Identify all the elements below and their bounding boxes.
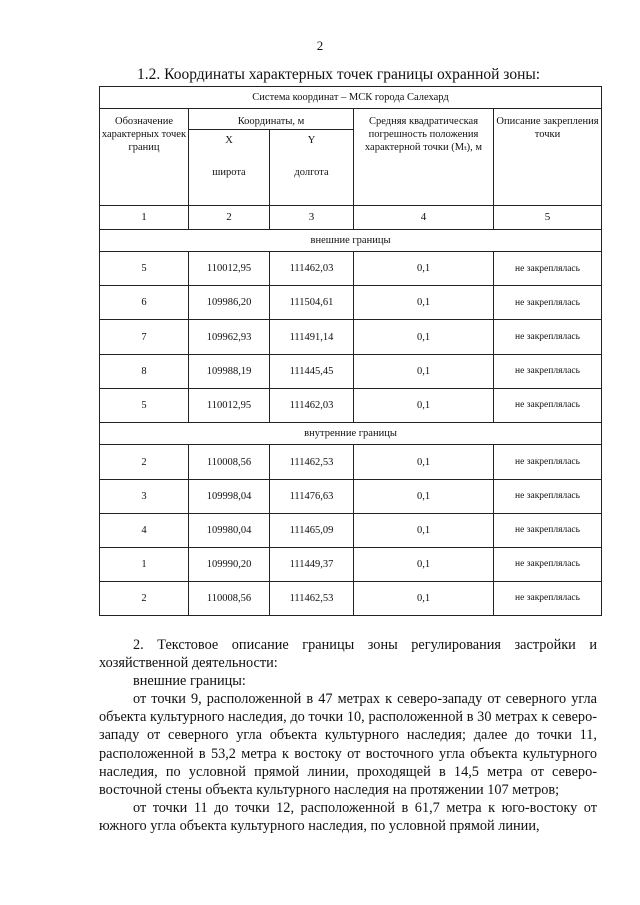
x-symbol: X [225,135,233,147]
point-cell: 5 [100,252,189,286]
error-cell: 0,1 [354,581,494,615]
x-cell: 109988,19 [189,354,270,388]
y-symbol: Y [307,135,316,147]
col-x-header [189,130,270,205]
table-row [100,320,602,354]
description-cell: не закреплялась [494,479,602,513]
y-cell: 111504,61 [270,286,354,320]
x-cell: 109986,20 [189,286,270,320]
column-number: 1 [100,205,189,229]
section-outer-header: внешние границы [100,229,602,252]
x-cell: 110008,56 [189,445,270,479]
description-cell: не закреплялась [494,581,602,615]
point-cell: 5 [100,388,189,422]
section-heading: 1.2. Координаты характерных точек границы охранной зоны: [137,66,541,83]
col-designation-header: Обозначение характерных точек границ [100,108,189,205]
error-cell: 0,1 [354,445,494,479]
point-cell: 8 [100,354,189,388]
error-cell: 0,1 [354,252,494,286]
x-cell: 110008,56 [189,581,270,615]
description-cell: не закреплялась [494,547,602,581]
table-row [100,354,602,388]
section-2-text [99,636,597,835]
description-cell: не закреплялась [494,320,602,354]
section-2-title: 2. Текстовое описание границы зоны регулирования застройки и хозяйственной деятельности: [99,637,597,672]
y-cell: 111476,63 [270,479,354,513]
y-cell: 111462,53 [270,581,354,615]
x-cell: 109980,04 [189,513,270,547]
table-row [100,252,602,286]
description-cell: не закреплялась [494,286,602,320]
table-row [100,388,602,422]
table-row [100,479,602,513]
x-cell: 109990,20 [189,547,270,581]
y-cell: 111462,03 [270,252,354,286]
table-row [100,286,602,320]
point-cell: 7 [100,320,189,354]
point-cell: 2 [100,445,189,479]
error-cell: 0,1 [354,388,494,422]
error-cell: 0,1 [354,354,494,388]
y-cell: 111449,37 [270,547,354,581]
point-cell: 1 [100,547,189,581]
point-cell: 2 [100,581,189,615]
coordinate-system-header: Система координат – МСК города Салехард [100,87,602,109]
x-cell: 109962,93 [189,320,270,354]
description-cell: не закреплялась [494,354,602,388]
body-paragraph: от точки 9, расположенной в 47 метрах к северо-западу от северного угла объекта культурного наследия, до точки 10, расположенной в 30 метрах к северо-западу от северного угла объекта культурного наследия; далее до точки 11, расположенной в 53,2 метра к востоку от восточного угла объекта культурного наследия, по условной прямой линии, проходящей в 14,5 метра от северо-восточной стены объекта культурного наследия на протяжении 107 метров; [99,691,597,798]
x-cell: 110012,95 [189,388,270,422]
table-row [100,513,602,547]
table-row [100,581,602,615]
error-cell: 0,1 [354,286,494,320]
y-cell: 111465,09 [270,513,354,547]
point-cell: 4 [100,513,189,547]
column-number: 2 [189,205,270,229]
description-cell: не закреплялась [494,445,602,479]
description-cell: не закреплялась [494,513,602,547]
y-name: долгота [294,166,329,178]
col-y-header [270,130,354,205]
error-cell: 0,1 [354,547,494,581]
error-cell: 0,1 [354,320,494,354]
x-cell: 110012,95 [189,252,270,286]
description-cell: не закреплялась [494,388,602,422]
section-inner-header: внутренние границы [100,422,602,445]
y-cell: 111491,14 [270,320,354,354]
column-number-row [100,205,602,229]
column-number: 3 [270,205,354,229]
point-cell: 3 [100,479,189,513]
col-error-header: Средняя квадратическая погрешность положения характерной точки (Mₜ), м [354,108,494,205]
x-name: широта [212,166,246,178]
column-number: 4 [354,205,494,229]
section-2-subtitle: внешние границы: [133,673,246,690]
column-number: 5 [494,205,602,229]
col-description-header: Описание закрепления точки [494,108,602,205]
x-cell: 109998,04 [189,479,270,513]
y-cell: 111462,03 [270,388,354,422]
error-cell: 0,1 [354,479,494,513]
description-cell: не закреплялась [494,252,602,286]
y-cell: 111462,53 [270,445,354,479]
error-cell: 0,1 [354,513,494,547]
page-number: 2 [316,38,324,53]
table-row [100,547,602,581]
coordinates-table [99,86,602,616]
point-cell: 6 [100,286,189,320]
table-row [100,445,602,479]
body-paragraph: от точки 11 до точки 12, расположенной в 61,7 метра к юго-востоку от южного угла объекта культурного наследия, по условной прямой линии, [99,799,597,834]
y-cell: 111445,45 [270,354,354,388]
col-coordinates-header: Координаты, м [189,108,354,130]
